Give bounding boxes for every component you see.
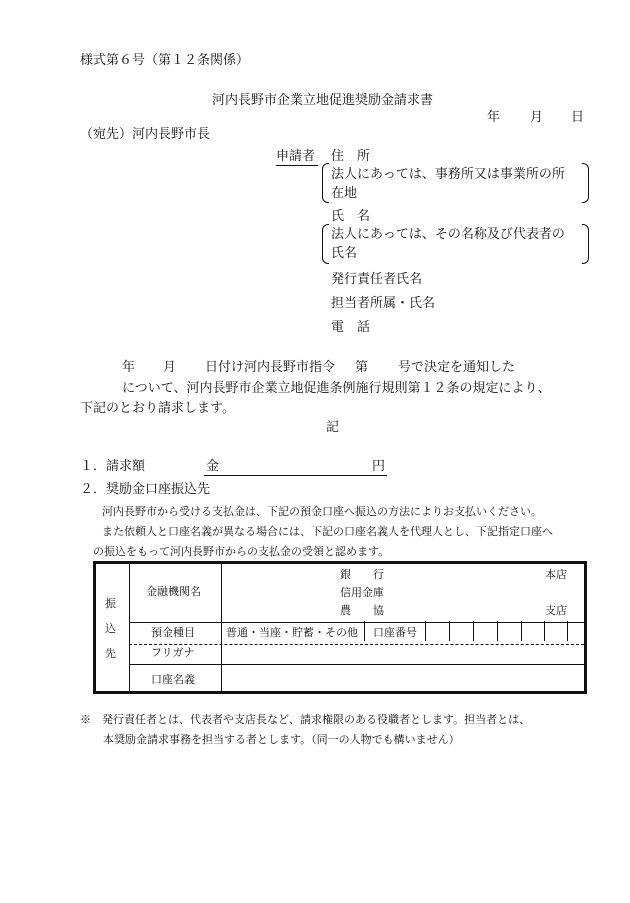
claim-amount-label: １．請求額 xyxy=(80,459,146,474)
form-number: 様式第６号（第１２条関係） xyxy=(80,53,250,68)
claim-kin: 金 xyxy=(206,459,220,474)
bank-note-1: 河内長野市から受ける支払金は、下記の預金口座へ振込の方法によりお支払いください。 xyxy=(102,505,542,518)
body-line-3: 下記のとおり請求します。 xyxy=(80,401,235,416)
body-dai: 第 xyxy=(355,360,369,375)
applicant-underline xyxy=(276,165,318,166)
account-holder-label: 口座名義 xyxy=(151,673,195,686)
claim-yen: 円 xyxy=(372,459,386,474)
furigana-label: フリガナ xyxy=(151,646,195,659)
account-digit-box[interactable] xyxy=(497,621,520,641)
account-digit-box[interactable] xyxy=(473,621,496,641)
deposit-type-options: 普通・当座・貯蓄・その他 xyxy=(226,626,358,639)
account-digit-box[interactable] xyxy=(449,621,472,641)
bank-type-shinkin: 信用金庫 xyxy=(340,586,384,599)
address-bracket-right xyxy=(582,163,589,203)
addressee: （宛先）河内長野市長 xyxy=(80,127,211,142)
body-year: 年 xyxy=(122,360,136,375)
document-title: 河内長野市企業立地促進奨励金請求書 xyxy=(212,93,434,108)
account-number-label: 口座番号 xyxy=(373,626,417,639)
phone-label: 電 話 xyxy=(331,320,371,335)
body-month: 月 xyxy=(163,360,177,375)
bank-note-3: の振込をもって河内長野市からの支払金の受領と認めます。 xyxy=(93,545,390,558)
deposit-type-label: 預金種目 xyxy=(151,626,195,639)
name-bracket-right xyxy=(582,224,589,264)
ki-heading: 記 xyxy=(326,420,340,435)
bank-name-label: 金融機関名 xyxy=(146,585,201,598)
account-digit-box[interactable] xyxy=(567,621,585,641)
bank-note-2: また依頼人と口座名義が異なる場合には、下記の口座名義人を代理人とし、下記指定口座へ xyxy=(102,525,553,538)
account-digit-box[interactable] xyxy=(521,621,544,641)
footnote-line-2: 本奨励金請求事務を担当する者とします。（同一の人物でも構いません） xyxy=(103,733,460,746)
branch-sub: 支店 xyxy=(545,604,567,617)
address-label: 住 所 xyxy=(331,149,371,164)
date-year: 年 xyxy=(487,110,501,125)
side-label-1: 振 xyxy=(105,597,116,610)
name-label: 氏 名 xyxy=(331,209,371,224)
address-note-1: 法人にあっては、事務所又は事業所の所 xyxy=(331,167,565,182)
bank-type-bank: 銀 行 xyxy=(340,568,384,581)
name-bracket-left xyxy=(322,224,329,264)
issuer-label: 発行責任者氏名 xyxy=(331,272,423,287)
contact-label: 担当者所属・氏名 xyxy=(331,296,436,311)
footnote-line-1: ※ 発行責任者とは、代表者や支店長など、請求権限のある役職者とします。担当者とは、 xyxy=(80,713,531,726)
name-note-1: 法人にあっては、その名称及び代表者の xyxy=(331,227,565,242)
side-label-3: 先 xyxy=(105,647,116,660)
bank-transfer-label: ２．奨励金口座振込先 xyxy=(80,482,211,497)
account-digit-box[interactable] xyxy=(544,621,567,641)
body-line-2: について、河内長野市企業立地促進条例施行規則第１２条の規定により、 xyxy=(122,381,551,396)
name-note-2: 氏名 xyxy=(331,246,358,261)
body-directive: 日付け河内長野市指令 xyxy=(205,360,336,375)
date-day: 日 xyxy=(571,110,585,125)
side-label-2: 込 xyxy=(105,622,116,635)
applicant-label: 申請者 xyxy=(276,149,316,164)
date-month: 月 xyxy=(530,110,544,125)
branch-main: 本店 xyxy=(545,568,567,581)
body-notice: 号で決定を通知した xyxy=(398,360,516,375)
account-digit-box[interactable] xyxy=(425,621,448,641)
address-bracket-left xyxy=(322,163,329,203)
address-note-2: 在地 xyxy=(331,186,358,201)
claim-amount-underline xyxy=(204,475,387,476)
bank-type-nokyo: 農 協 xyxy=(340,604,384,617)
